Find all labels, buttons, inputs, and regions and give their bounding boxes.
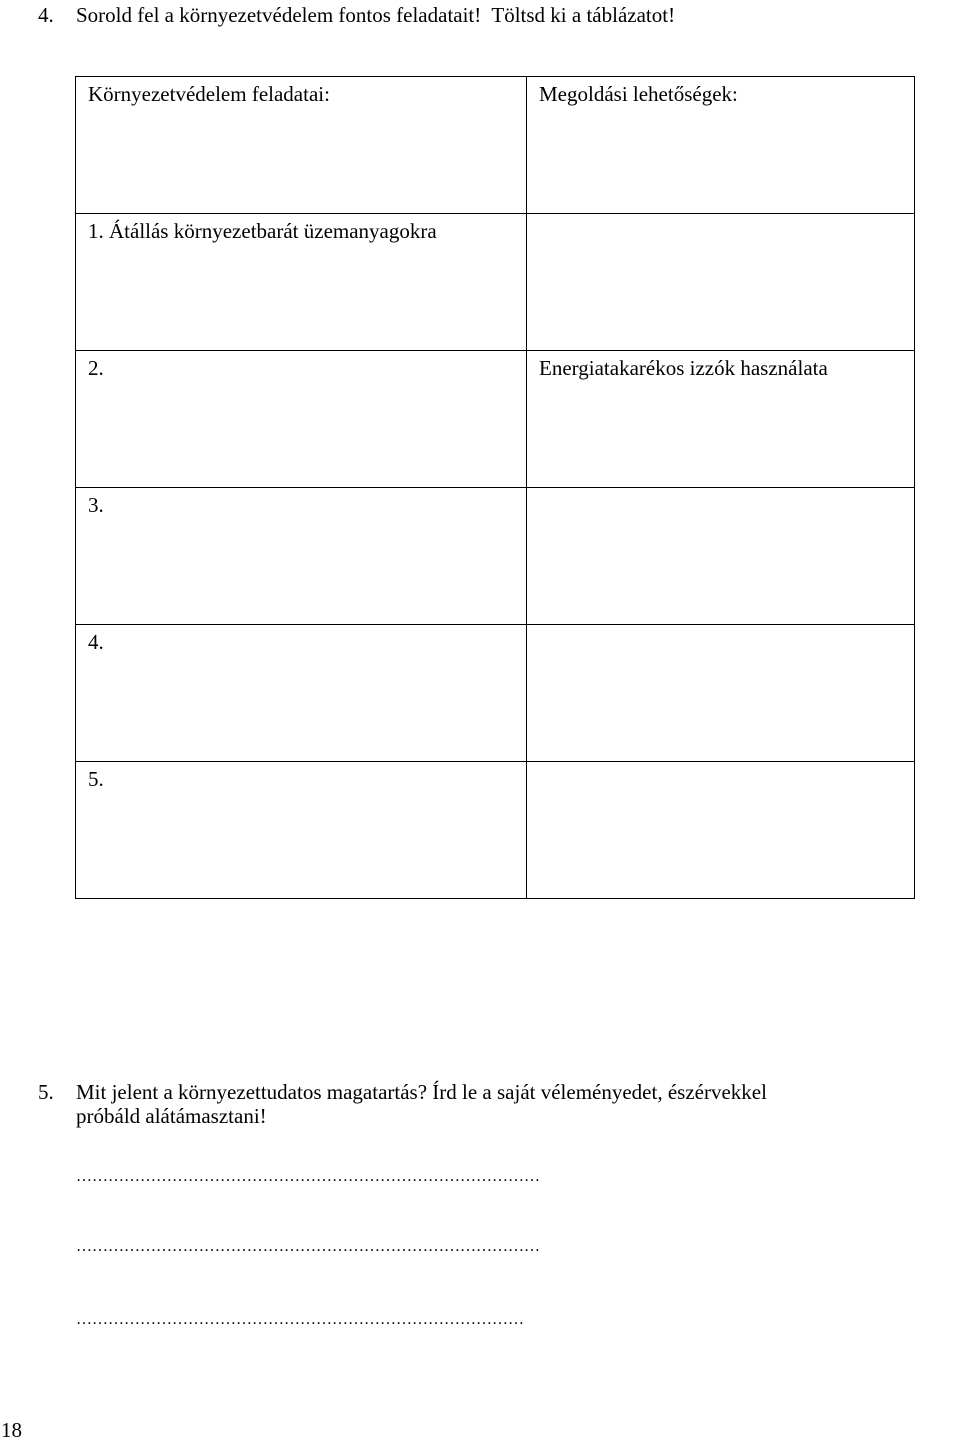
task-cell[interactable]: 5. [76,762,527,899]
task-cell[interactable]: 1. Átállás környezetbarát üzemanyagokra [76,214,527,351]
solution-cell[interactable] [527,488,915,625]
header-cell-tasks[interactable]: Környezetvédelem feladatai: [76,77,527,214]
table-row [76,214,915,351]
table-header-row [76,77,915,214]
table-row [76,762,915,899]
table-row [76,625,915,762]
question-number: 5. [38,1080,54,1104]
solution-cell[interactable]: Energiatakarékos izzók használata [527,351,915,488]
answer-line[interactable]: ………………………………………………………………………… [76,1311,524,1328]
table-row [76,351,915,488]
answer-line[interactable]: …………………………………………………………………………… [76,1238,540,1255]
table-row [76,488,915,625]
question-4 [38,2,675,28]
task-cell[interactable]: 2. [76,351,527,488]
question-5 [38,1080,938,1128]
question-text-line-2: próbáld alátámasztani! [76,1104,267,1128]
task-cell[interactable]: 4. [76,625,527,762]
task-table [75,76,915,899]
page-number: 18 [1,1418,22,1442]
solution-cell[interactable] [527,214,915,351]
header-cell-solutions[interactable]: Megoldási lehetőségek: [527,77,915,214]
question-number: 4. [38,3,54,27]
solution-cell[interactable] [527,625,915,762]
question-text: Sorold fel a környezetvédelem fontos feladatait! Töltsd ki a táblázatot! [76,3,676,27]
question-text-line-1: Mit jelent a környezettudatos magatartás? Írd le a saját véleményedet, észérvekkel [76,1080,767,1104]
solution-cell[interactable] [527,762,915,899]
task-cell[interactable]: 3. [76,488,527,625]
answer-line[interactable]: …………………………………………………………………………… [76,1168,540,1185]
